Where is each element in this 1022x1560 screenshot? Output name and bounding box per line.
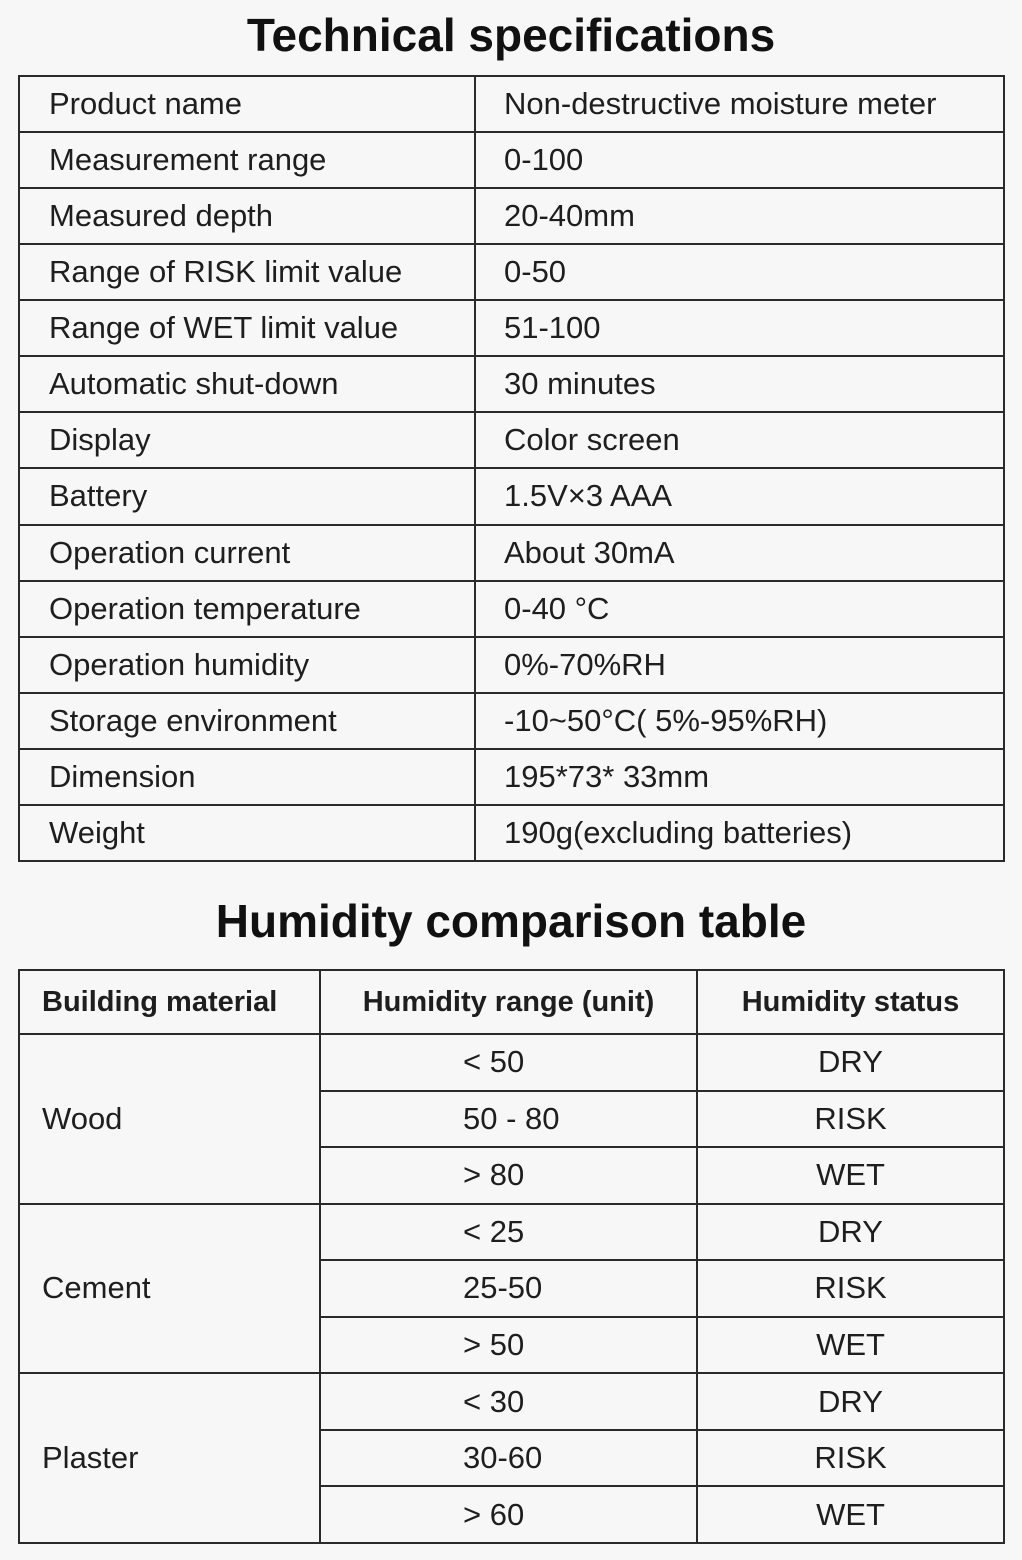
humidity-range: 25-50 <box>320 1260 697 1317</box>
spec-label: Range of RISK limit value <box>19 244 475 300</box>
spec-value: 0-100 <box>475 132 1004 188</box>
spec-row <box>19 581 1004 637</box>
humidity-status: WET <box>697 1317 1004 1374</box>
humidity-status: RISK <box>697 1430 1004 1487</box>
spec-value: Color screen <box>475 412 1004 468</box>
spec-table <box>18 75 1005 862</box>
spec-value: -10~50°C( 5%-95%RH) <box>475 693 1004 749</box>
spec-label: Battery <box>19 468 475 524</box>
spec-row <box>19 300 1004 356</box>
humidity-header-row <box>19 970 1004 1034</box>
spec-label: Operation temperature <box>19 581 475 637</box>
material-name: Cement <box>19 1204 320 1374</box>
spec-row <box>19 244 1004 300</box>
spec-row <box>19 693 1004 749</box>
spec-row <box>19 356 1004 412</box>
humidity-range: 30-60 <box>320 1430 697 1487</box>
humidity-status: DRY <box>697 1204 1004 1261</box>
humidity-status: WET <box>697 1147 1004 1204</box>
spec-value: 0-50 <box>475 244 1004 300</box>
humidity-status: DRY <box>697 1034 1004 1091</box>
spec-value: 1.5V×3 AAA <box>475 468 1004 524</box>
humidity-range: 50 - 80 <box>320 1091 697 1148</box>
humidity-row <box>19 1034 1004 1091</box>
spec-row <box>19 525 1004 581</box>
spec-row <box>19 749 1004 805</box>
spec-label: Display <box>19 412 475 468</box>
spec-value: 0-40 °C <box>475 581 1004 637</box>
humidity-range: < 30 <box>320 1373 697 1430</box>
humidity-range: < 25 <box>320 1204 697 1261</box>
spec-label: Product name <box>19 76 475 132</box>
spec-row <box>19 76 1004 132</box>
humidity-row <box>19 1204 1004 1261</box>
humidity-range: > 80 <box>320 1147 697 1204</box>
spec-row <box>19 468 1004 524</box>
spec-row <box>19 637 1004 693</box>
spec-value: 0%-70%RH <box>475 637 1004 693</box>
humidity-title: Humidity comparison table <box>215 895 807 947</box>
spec-value: 30 minutes <box>475 356 1004 412</box>
spec-label: Automatic shut-down <box>19 356 475 412</box>
material-name: Wood <box>19 1034 320 1204</box>
spec-label: Operation current <box>19 525 475 581</box>
humidity-range: < 50 <box>320 1034 697 1091</box>
humidity-row <box>19 1373 1004 1430</box>
spec-value: About 30mA <box>475 525 1004 581</box>
header-building-material: Building material <box>19 970 320 1034</box>
spec-value: 20-40mm <box>475 188 1004 244</box>
humidity-status: WET <box>697 1486 1004 1543</box>
spec-label: Weight <box>19 805 475 861</box>
spec-row <box>19 412 1004 468</box>
humidity-table <box>18 969 1005 1544</box>
humidity-status: RISK <box>697 1091 1004 1148</box>
spec-value: 190g(excluding batteries) <box>475 805 1004 861</box>
spec-row <box>19 805 1004 861</box>
spec-label: Range of WET limit value <box>19 300 475 356</box>
humidity-range: > 50 <box>320 1317 697 1374</box>
spec-value: 51-100 <box>475 300 1004 356</box>
humidity-status: RISK <box>697 1260 1004 1317</box>
material-name: Plaster <box>19 1373 320 1543</box>
spec-label: Measured depth <box>19 188 475 244</box>
spec-row <box>19 132 1004 188</box>
spec-label: Dimension <box>19 749 475 805</box>
spec-label: Measurement range <box>19 132 475 188</box>
spec-row <box>19 188 1004 244</box>
spec-label: Storage environment <box>19 693 475 749</box>
humidity-status: DRY <box>697 1373 1004 1430</box>
spec-label: Operation humidity <box>19 637 475 693</box>
spec-title: Technical specifications <box>246 9 776 61</box>
spec-value: Non-destructive moisture meter <box>475 76 1004 132</box>
header-humidity-range: Humidity range (unit) <box>320 970 697 1034</box>
humidity-range: > 60 <box>320 1486 697 1543</box>
spec-value: 195*73* 33mm <box>475 749 1004 805</box>
header-humidity-status: Humidity status <box>697 970 1004 1034</box>
